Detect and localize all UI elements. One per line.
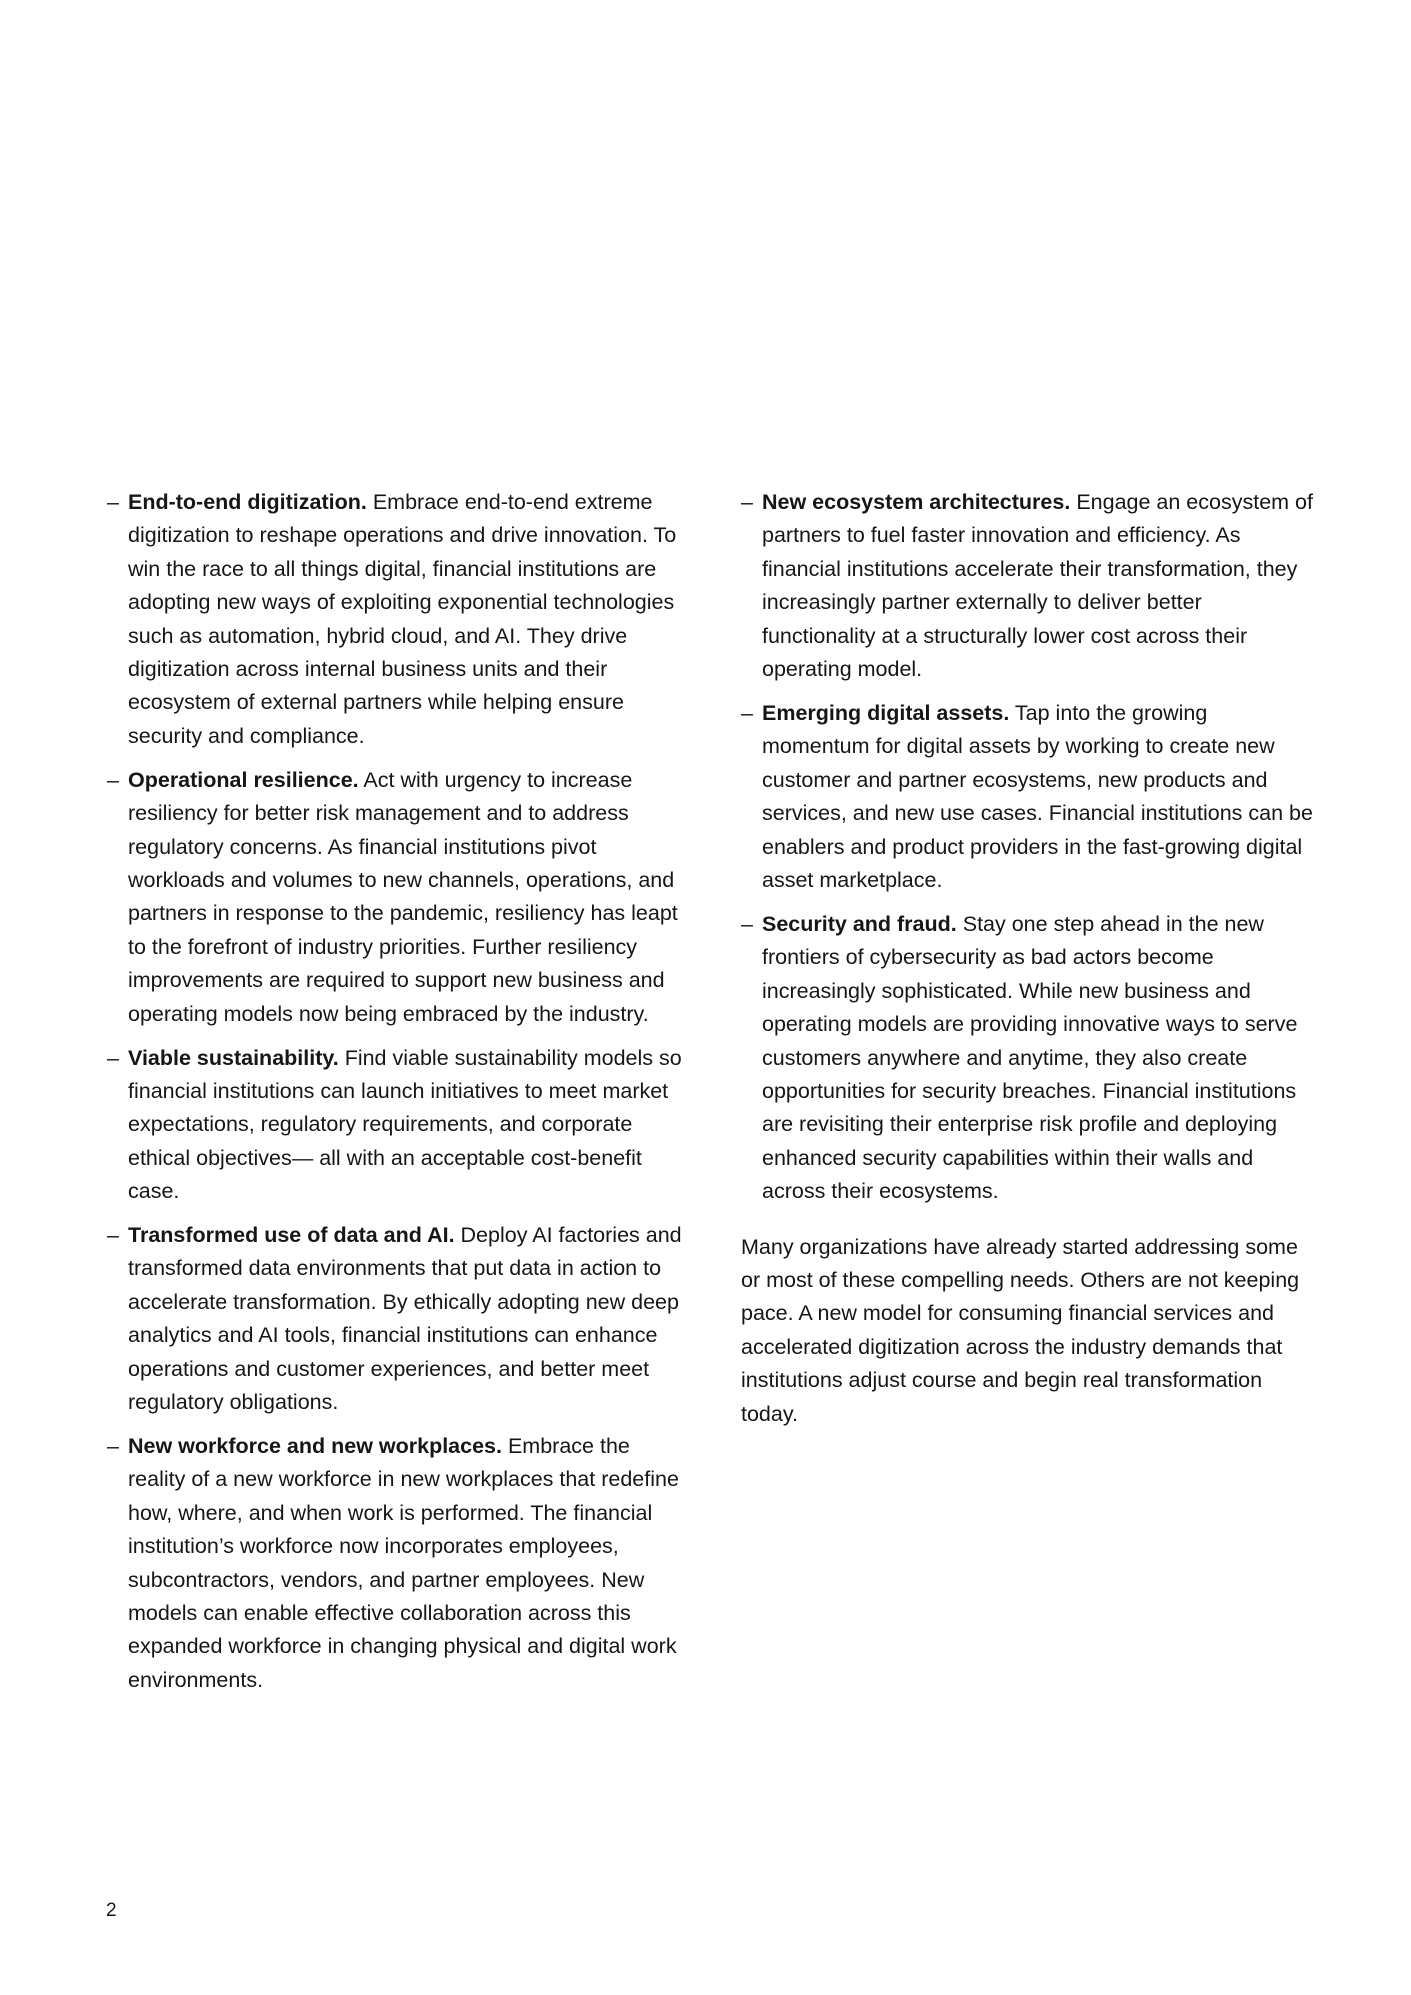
item-title: Emerging digital assets. [762, 700, 1010, 725]
list-item-new-workforce [107, 1430, 682, 1697]
bullet-dash: – [107, 490, 119, 514]
item-title: New workforce and new workplaces. [128, 1433, 502, 1458]
item-title: Operational resilience. [128, 767, 359, 792]
item-body: Embrace end-to-end extreme digitization to reshape operations and drive innovation. To win the race to all things digital, financial institutions are adopting new ways of exploiting exponential technologies such as automation, hybrid cloud, and AI. They drive digitization across internal business units and their ecosystem of external partners while helping ensure security and compliance. [128, 490, 677, 748]
page-number: 2 [106, 1900, 117, 1921]
item-body: Embrace the reality of a new workforce in new workplaces that redefine how, where, and when work is performed. The financial institution’s workforce now incorporates employees, subcontractors, vendors, and partner employees. New models can enable effective collaboration across this expanded workforce in changing physical and digital work environments. [128, 1433, 679, 1692]
list-item-operational-resilience [107, 764, 682, 1031]
closing-paragraph: Many organizations have already started addressing some or most of these compelling needs. Others are not keeping pace. A new model for consuming financial services and accelerated digitization across the industry demands that institutions adjust course and begin real transformation today. [741, 1234, 1300, 1426]
item-title: New ecosystem architectures. [762, 490, 1071, 514]
item-body: Deploy AI factories and transformed data environments that put data in action to accelerate transformation. By ethically adopting new deep analytics and AI tools, financial institutions can enhance operations and customer experiences, and better meet regulatory obligations. [128, 1223, 682, 1415]
item-title: Transformed use of data and AI. [128, 1223, 455, 1248]
list-item-emerging-digital-assets [741, 697, 1316, 897]
right-column [741, 486, 1316, 1431]
bullet-dash: – [107, 767, 119, 792]
bullet-dash: – [741, 490, 753, 514]
item-title: Security and fraud. [762, 911, 957, 936]
left-bullet-list [107, 486, 682, 1697]
bullet-dash: – [107, 1223, 119, 1248]
item-body: Stay one step ahead in the new frontiers of cybersecurity as bad actors become increasingly sophisticated. While new business and operating models are providing innovative ways to serve customers anywhere and anytime, they also create opportunities for security breaches. Financial institutions are revisiting their enterprise risk profile and deploying enhanced security capabilities within their walls and across their ecosystems. [762, 911, 1298, 1204]
item-title: Viable sustainability. [128, 1045, 339, 1070]
bullet-dash: – [107, 1433, 119, 1458]
left-column [107, 486, 682, 1708]
bullet-dash: – [741, 911, 753, 936]
item-title: End-to-end digitization. [128, 490, 367, 514]
bullet-dash: – [107, 1045, 119, 1070]
list-item-transformed-data-ai [107, 1219, 682, 1419]
list-item-viable-sustainability [107, 1042, 682, 1209]
list-item-security-and-fraud [741, 908, 1316, 1209]
item-body: Act with urgency to increase resiliency for better risk management and to address regulatory concerns. As financial institutions pivot workloads and volumes to new channels, operations, and partners in response to the pandemic, resiliency has leapt to the forefront of industry priorities. Further resiliency improvements are required to support new business and operating models now being embraced by the industry. [128, 767, 678, 1026]
bullet-dash: – [741, 700, 753, 725]
item-body: Tap into the growing momentum for digital assets by working to create new customer and partner ecosystems, new products and services, and new use cases. Financial institutions can be enablers and product providers in the fast-growing digital asset marketplace. [762, 700, 1313, 892]
right-bullet-list [741, 486, 1316, 1209]
list-item-end-to-end-digitization [107, 486, 682, 753]
list-item-new-ecosystem-architectures [741, 486, 1316, 686]
item-body: Find viable sustainability models so financial institutions can launch initiatives to meet market expectations, regulatory requirements, and corporate ethical objectives— all with an acceptable cost-benefit case. [128, 1045, 682, 1204]
item-body: Engage an ecosystem of partners to fuel faster innovation and efficiency. As financial institutions accelerate their transformation, they increasingly partner externally to deliver better functionality at a structurally lower cost across their operating model. [762, 490, 1313, 682]
